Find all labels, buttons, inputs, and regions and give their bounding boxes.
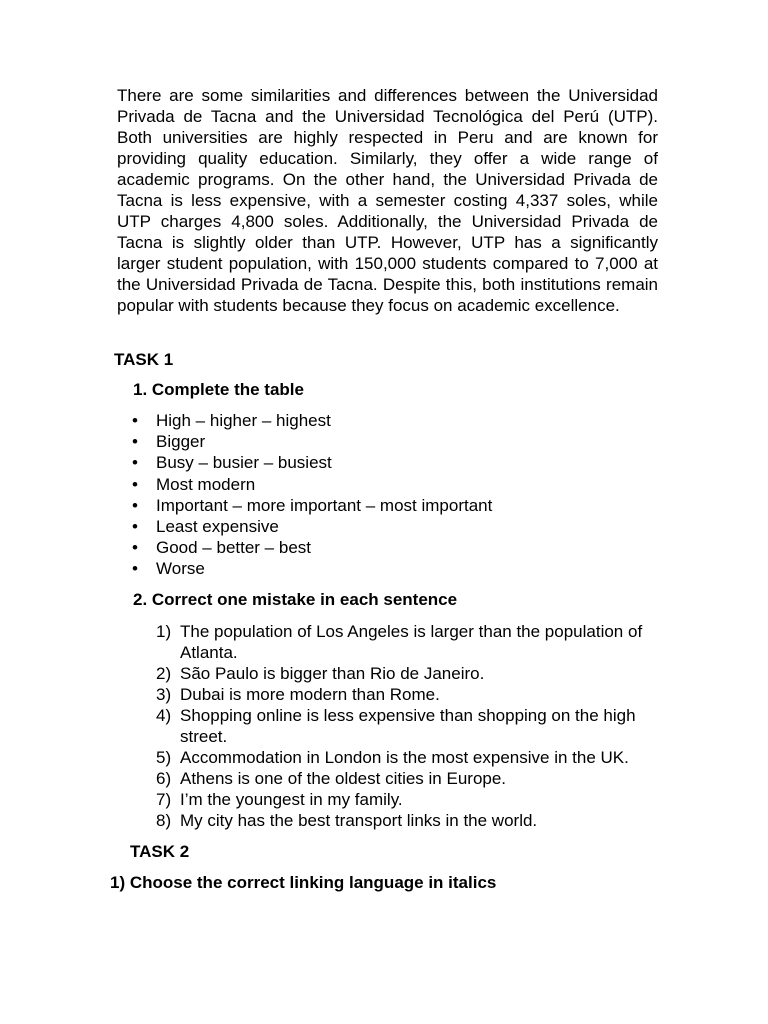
item-number: 5) [156, 748, 172, 767]
list-item: • Worse [132, 558, 492, 579]
list-item: • Most modern [132, 474, 492, 495]
list-item: • Bigger [132, 431, 492, 452]
task2-heading: TASK 2 [130, 842, 190, 861]
item-number: 2) [156, 664, 172, 683]
list-item: • Least expensive [132, 516, 492, 537]
list-item: • High – higher – highest [132, 410, 492, 431]
sentence-text: Dubai is more modern than Rome. [180, 685, 440, 704]
list-item: • Busy – busier – busiest [132, 452, 492, 473]
linking-language-heading: 1) Choose the correct linking language in italics [110, 873, 497, 892]
list-item [156, 705, 661, 747]
sentence-text: Accommodation in London is the most expensive in the UK. [180, 748, 629, 767]
sentence-text: I’m the youngest in my family. [180, 790, 403, 809]
sentence-text: Athens is one of the oldest cities in Europe. [180, 769, 507, 788]
item-number: 7) [156, 790, 172, 809]
sentence-text: São Paulo is bigger than Rio de Janeiro. [180, 664, 485, 683]
complete-table-heading: 1. Complete the table [133, 380, 304, 399]
comparative-forms-list [132, 410, 492, 580]
list-item: • Important – more important – most important [132, 495, 492, 516]
sentence-text: Shopping online is less expensive than shopping on the high street. [180, 706, 636, 746]
list-item [156, 768, 661, 789]
task1-heading: TASK 1 [114, 350, 174, 369]
item-number: 6) [156, 769, 172, 788]
item-number: 8) [156, 811, 172, 830]
list-item [156, 810, 661, 831]
intro-paragraph: There are some similarities and differences between the Universidad Privada de Tacna and the Universidad Tecnológica del Perú (UTP). Both universities are highly respected in Peru and are known for providing quality education. Similarly, they offer a wide range of academic programs. On the other hand, the Universidad Privada de Tacna is less expensive, with a semester costing 4,337 soles, while UTP charges 4,800 soles. Additionally, the Universidad Privada de Tacna is slightly older than UTP. However, UTP has a significantly larger student population, with 150,000 students compared to 7,000 at the Universidad Privada de Tacna. Despite this, both institutions remain popular with students because they focus on academic excellence. [117, 86, 658, 315]
item-number: 1) [156, 622, 172, 641]
list-item [156, 621, 661, 663]
sentence-text: My city has the best transport links in the world. [180, 811, 538, 830]
list-item [156, 684, 661, 705]
sentence-list [156, 621, 661, 831]
sentence-text: The population of Los Angeles is larger than the population of Atlanta. [180, 622, 643, 662]
correct-mistake-heading: 2. Correct one mistake in each sentence [133, 590, 458, 609]
item-number: 4) [156, 706, 172, 725]
list-item: • Good – better – best [132, 537, 492, 558]
list-item [156, 789, 661, 810]
list-item [156, 747, 661, 768]
list-item [156, 663, 661, 684]
item-number: 3) [156, 685, 172, 704]
